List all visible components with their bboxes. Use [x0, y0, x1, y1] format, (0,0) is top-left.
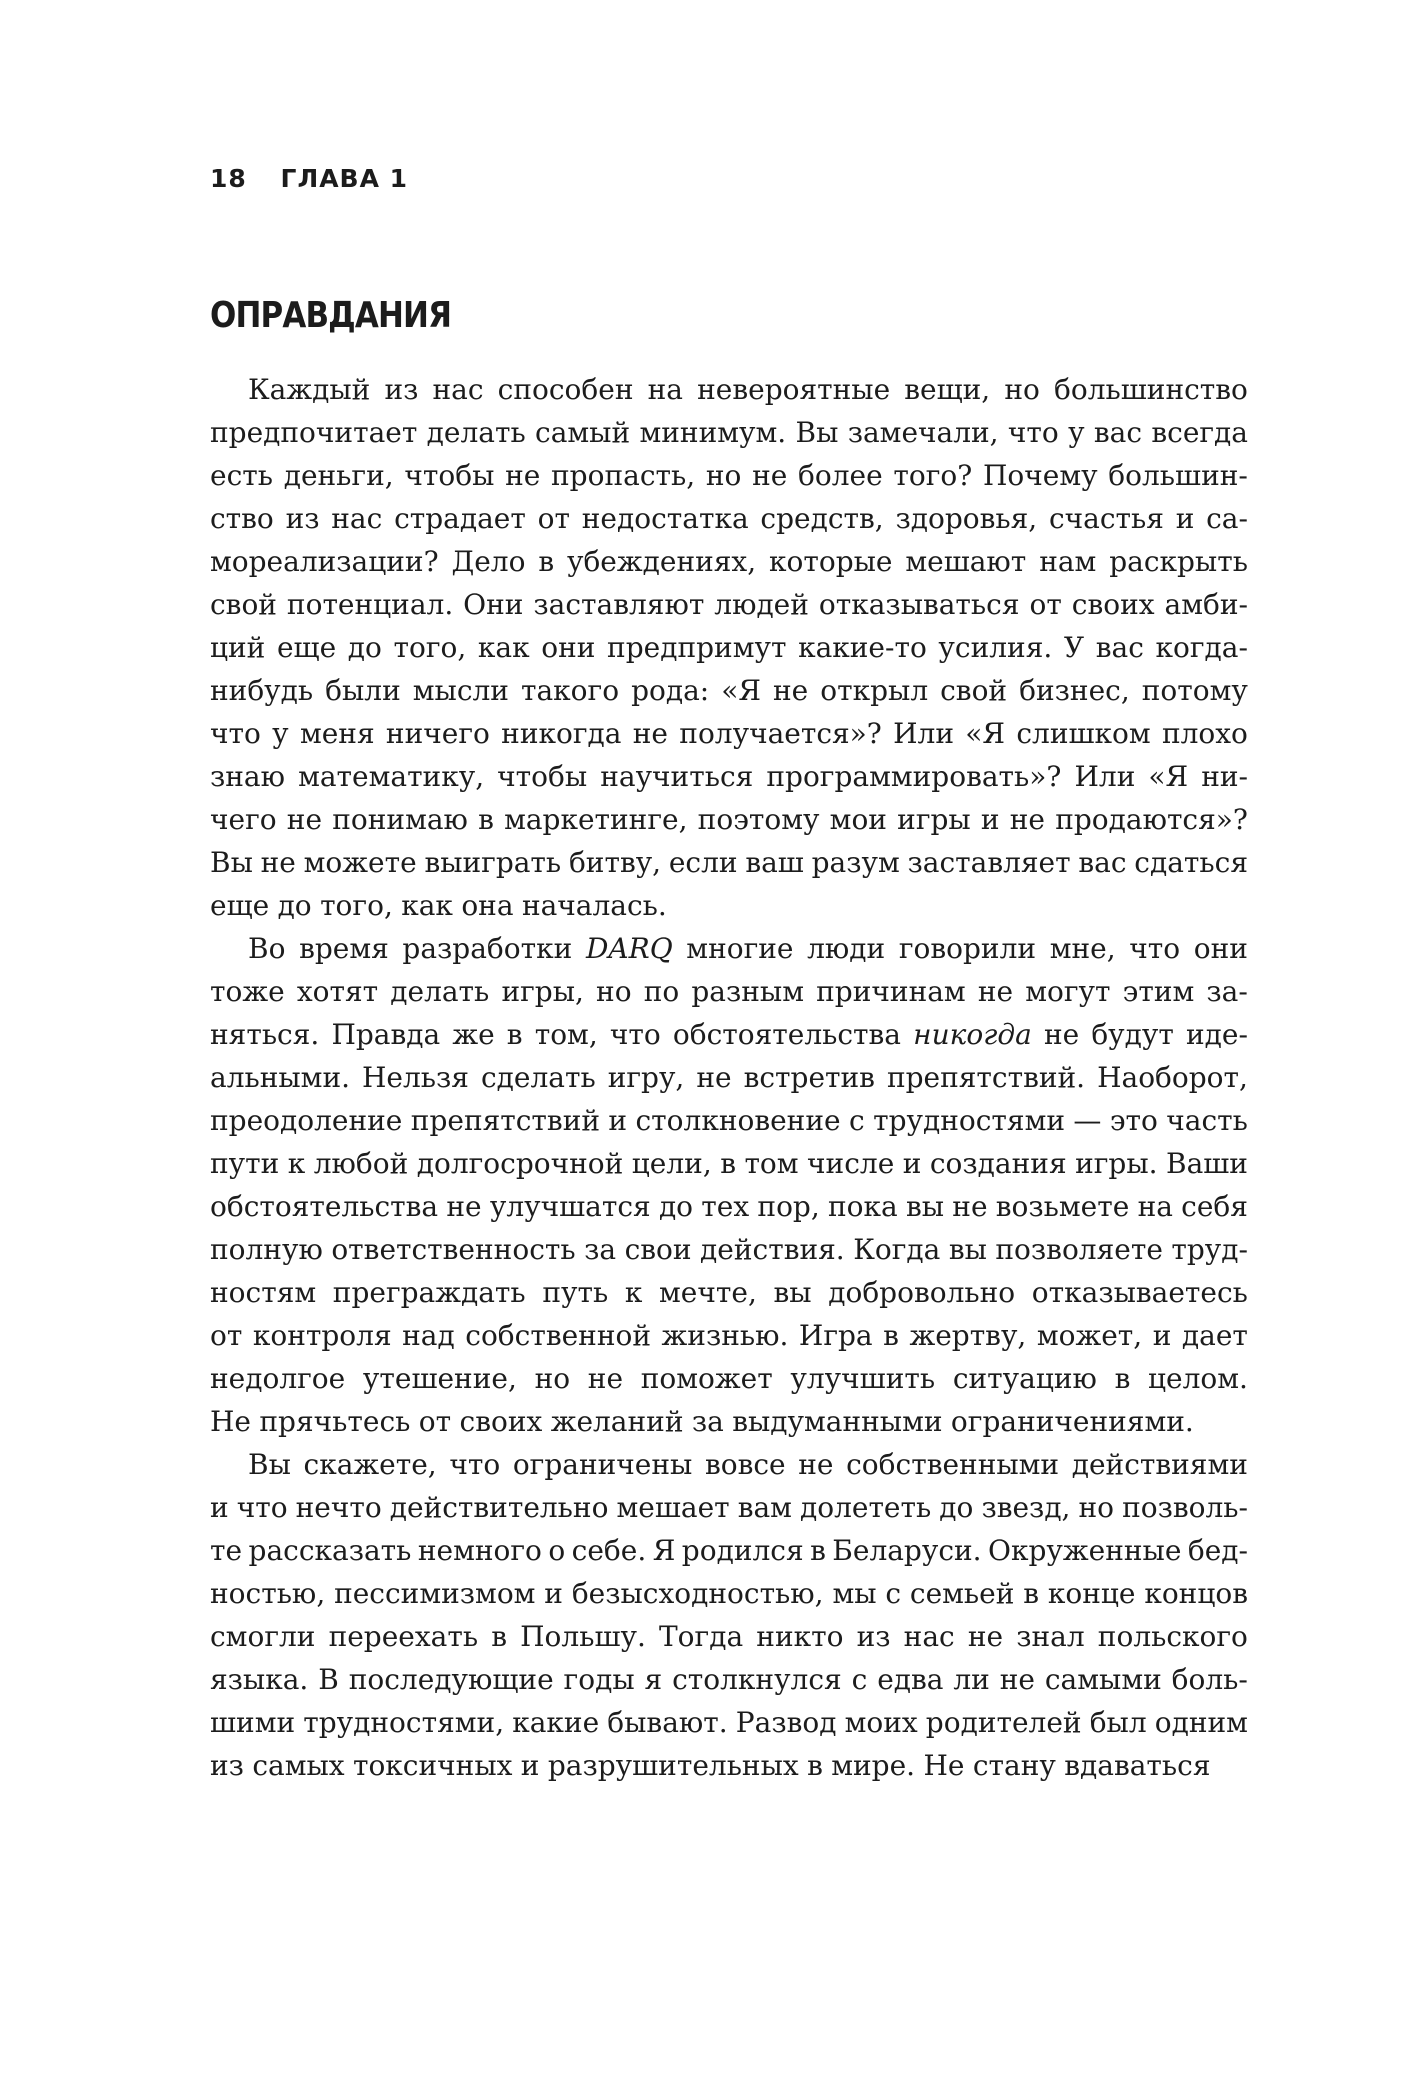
text-line: предпочитает делать самый минимум. Вы замечали, что у вас всегда — [210, 416, 1248, 449]
body-text — [210, 368, 1248, 1787]
running-head — [210, 160, 408, 198]
text-line: шими трудностями, какие бывают. Развод моих родителей был одним — [210, 1706, 1248, 1739]
paragraph — [210, 927, 1248, 1443]
text-line: ностям преграждать путь к мечте, вы добровольно отказываетесь — [210, 1276, 1248, 1309]
text-line: языка. В последующие годы я столкнулся с едва ли не самыми боль- — [210, 1663, 1248, 1696]
text-line: полную ответственность за свои действия. Когда вы позволяете труд- — [210, 1233, 1248, 1266]
text-line: ство из нас страдает от недостатка средств, здоровья, счастья и са- — [210, 502, 1248, 535]
text-line: смогли переехать в Польшу. Тогда никто из нас не знал польского — [210, 1620, 1248, 1653]
text-line: еще до того, как она началась. — [210, 889, 667, 922]
paragraph — [210, 1443, 1248, 1787]
text-line: от контроля над собственной жизнью. Игра в жертву, может, и дает — [210, 1319, 1248, 1352]
text-line: Во время разработки DARQ многие люди говорили мне, что они — [248, 932, 1248, 965]
text-line: Вы не можете выиграть битву, если ваш разум заставляет вас сдаться — [210, 846, 1248, 879]
chapter-label: ГЛАВА 1 — [280, 164, 409, 193]
text-line: мореализации? Дело в убеждениях, которые мешают нам раскрыть — [210, 545, 1248, 578]
text-line: знаю математику, чтобы научиться программировать»? Или «Я ни- — [210, 760, 1248, 793]
section-title: ОПРАВДАНИЯ — [210, 295, 452, 336]
text-line: Не прячьтесь от своих желаний за выдуманными ограничениями. — [210, 1405, 1194, 1438]
text-line: преодоление препятствий и столкновение с трудностями — это часть — [210, 1104, 1248, 1137]
text-line: Вы скажете, что ограничены вовсе не собственными действиями — [248, 1448, 1248, 1481]
text-line: недолгое утешение, но не поможет улучшить ситуацию в целом. — [210, 1362, 1248, 1395]
text-line: из самых токсичных и разрушительных в мире. Не стану вдаваться — [210, 1749, 1211, 1782]
text-line: ностью, пессимизмом и безысходностью, мы с семьей в конце концов — [210, 1577, 1248, 1610]
text-line: что у меня ничего никогда не получается»? Или «Я слишком плохо — [210, 717, 1248, 750]
paragraph — [210, 368, 1248, 927]
text-line: есть деньги, чтобы не пропасть, но не более того? Почему большин- — [210, 459, 1248, 492]
text-line: нибудь были мысли такого рода: «Я не открыл свой бизнес, потому — [210, 674, 1248, 707]
page-number: 18 — [210, 164, 247, 193]
text-line: Каждый из нас способен на невероятные вещи, но большинство — [248, 373, 1248, 406]
text-line: свой потенциал. Они заставляют людей отказываться от своих амби- — [210, 588, 1248, 621]
text-line: няться. Правда же в том, что обстоятельства никогда не будут иде- — [210, 1018, 1248, 1051]
text-line: альными. Нельзя сделать игру, не встретив препятствий. Наоборот, — [210, 1061, 1248, 1094]
text-line: пути к любой долгосрочной цели, в том числе и создания игры. Ваши — [210, 1147, 1248, 1180]
text-line: те рассказать немного о себе. Я родился в Беларуси. Окруженные бед- — [210, 1534, 1248, 1567]
text-line: чего не понимаю в маркетинге, поэтому мои игры и не продаются»? — [210, 803, 1248, 836]
text-line: ций еще до того, как они предпримут какие-то усилия. У вас когда- — [210, 631, 1248, 664]
text-line: тоже хотят делать игры, но по разным причинам не могут этим за- — [210, 975, 1248, 1008]
text-line: и что нечто действительно мешает вам долететь до звезд, но позволь- — [210, 1491, 1248, 1524]
text-line: обстоятельства не улучшатся до тех пор, пока вы не возьмете на себя — [210, 1190, 1248, 1223]
